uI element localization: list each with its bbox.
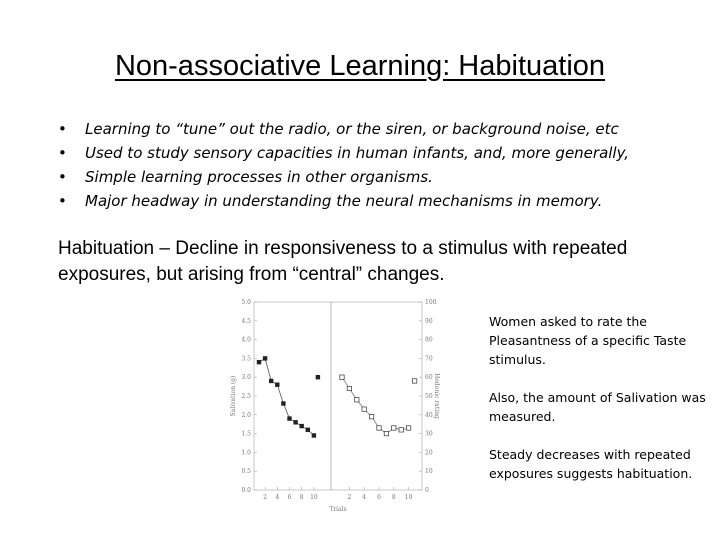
slide-title: Non-associative Learning: Habituation <box>114 50 606 82</box>
left-tick-label: 4.5 <box>241 317 251 325</box>
x-tick-label: 6 <box>377 494 381 501</box>
bullet-list <box>58 117 629 213</box>
note-taste-rating: Women asked to rate the Pleasantness of a specific Taste stimulus. <box>489 314 687 367</box>
salivation-point <box>312 433 316 437</box>
x-tick-label: 8 <box>391 494 396 501</box>
right-tick-label: 90 <box>425 317 433 325</box>
right-tick-label: 70 <box>425 355 433 363</box>
left-tick-label: 2.0 <box>241 411 251 419</box>
left-tick-label: 4.0 <box>241 336 251 344</box>
left-axis-label: Salivation (g) <box>230 375 237 417</box>
right-tick-label: 30 <box>425 430 433 438</box>
hedonic-point <box>406 426 410 430</box>
left-tick-label: 5.0 <box>241 299 251 306</box>
left-tick-label: 1.0 <box>241 449 251 457</box>
bullet-text: Major headway in understanding the neural mechanisms in memory. <box>85 192 603 210</box>
bullet-text: Simple learning processes in other organisms. <box>85 168 433 186</box>
left-tick-label: 0.5 <box>241 468 251 476</box>
hedonic-line <box>342 377 409 433</box>
x-axis-label: Trials <box>329 506 347 513</box>
salivation-point <box>263 356 267 360</box>
salivation-line <box>259 358 314 435</box>
bullet-marker: • <box>58 168 67 186</box>
right-tick-label: 50 <box>425 393 433 400</box>
x-tick-label: 4 <box>275 494 280 501</box>
x-tick-label: 2 <box>263 494 268 501</box>
salivation-recovery-point <box>316 375 320 379</box>
hedonic-point <box>355 398 359 402</box>
left-tick-label: 3.5 <box>241 355 251 363</box>
bullet-item <box>58 117 629 141</box>
bullet-item <box>58 189 629 213</box>
x-tick-label: 2 <box>347 494 352 501</box>
habituation-definition: Habituation – Decline in responsiveness to a stimulus with repeated exposures, but arising from “central” changes. <box>58 238 628 285</box>
right-tick-label: 40 <box>425 411 433 419</box>
right-tick-label: 100 <box>425 299 437 306</box>
bullet-marker: • <box>58 192 67 210</box>
hedonic-point <box>347 386 351 390</box>
left-tick-label: 0.0 <box>241 487 251 494</box>
salivation-point <box>293 420 297 424</box>
side-notes <box>489 312 711 502</box>
x-tick-label: 10 <box>310 494 318 501</box>
salivation-point <box>306 428 310 432</box>
hedonic-point <box>362 407 366 411</box>
hedonic-point <box>369 414 373 418</box>
hedonic-recovery-point <box>412 379 416 383</box>
bullet-text: Learning to “tune” out the radio, or the siren, or background noise, etc <box>85 120 619 138</box>
bullet-marker: • <box>58 120 67 138</box>
bullet-marker: • <box>58 144 67 162</box>
hedonic-point <box>384 431 388 435</box>
right-tick-label: 60 <box>425 374 433 382</box>
bullet-item <box>58 141 629 165</box>
habituation-chart <box>226 292 440 522</box>
hedonic-point <box>392 426 396 430</box>
left-tick-label: 1.5 <box>241 430 251 438</box>
x-tick-label: 8 <box>299 494 304 501</box>
left-tick-label: 3.0 <box>241 374 251 382</box>
salivation-point <box>257 360 261 364</box>
salivation-point <box>300 424 304 428</box>
hedonic-point <box>399 428 403 432</box>
hedonic-point <box>340 375 344 379</box>
right-axis-label: Hedonic rating <box>433 373 440 419</box>
note-conclusion: Steady decreases with repeated exposures suggests habituation. <box>489 447 693 481</box>
right-tick-label: 0 <box>425 487 429 494</box>
right-tick-label: 80 <box>425 336 433 344</box>
salivation-point <box>287 416 291 420</box>
bullet-text: Used to study sensory capacities in human infants, and, more generally, <box>85 144 630 162</box>
salivation-point <box>281 401 285 405</box>
note-salivation: Also, the amount of Salivation was measured. <box>489 390 706 424</box>
x-tick-label: 4 <box>362 494 367 501</box>
plot-frame <box>254 302 422 490</box>
bullet-item <box>58 165 629 189</box>
left-tick-label: 2.5 <box>241 393 251 400</box>
x-tick-label: 10 <box>404 494 413 501</box>
salivation-point <box>269 379 273 383</box>
salivation-point <box>275 383 279 387</box>
right-tick-label: 20 <box>425 449 433 457</box>
right-tick-label: 10 <box>425 468 433 476</box>
x-tick-label: 6 <box>287 494 292 501</box>
hedonic-point <box>377 426 381 430</box>
